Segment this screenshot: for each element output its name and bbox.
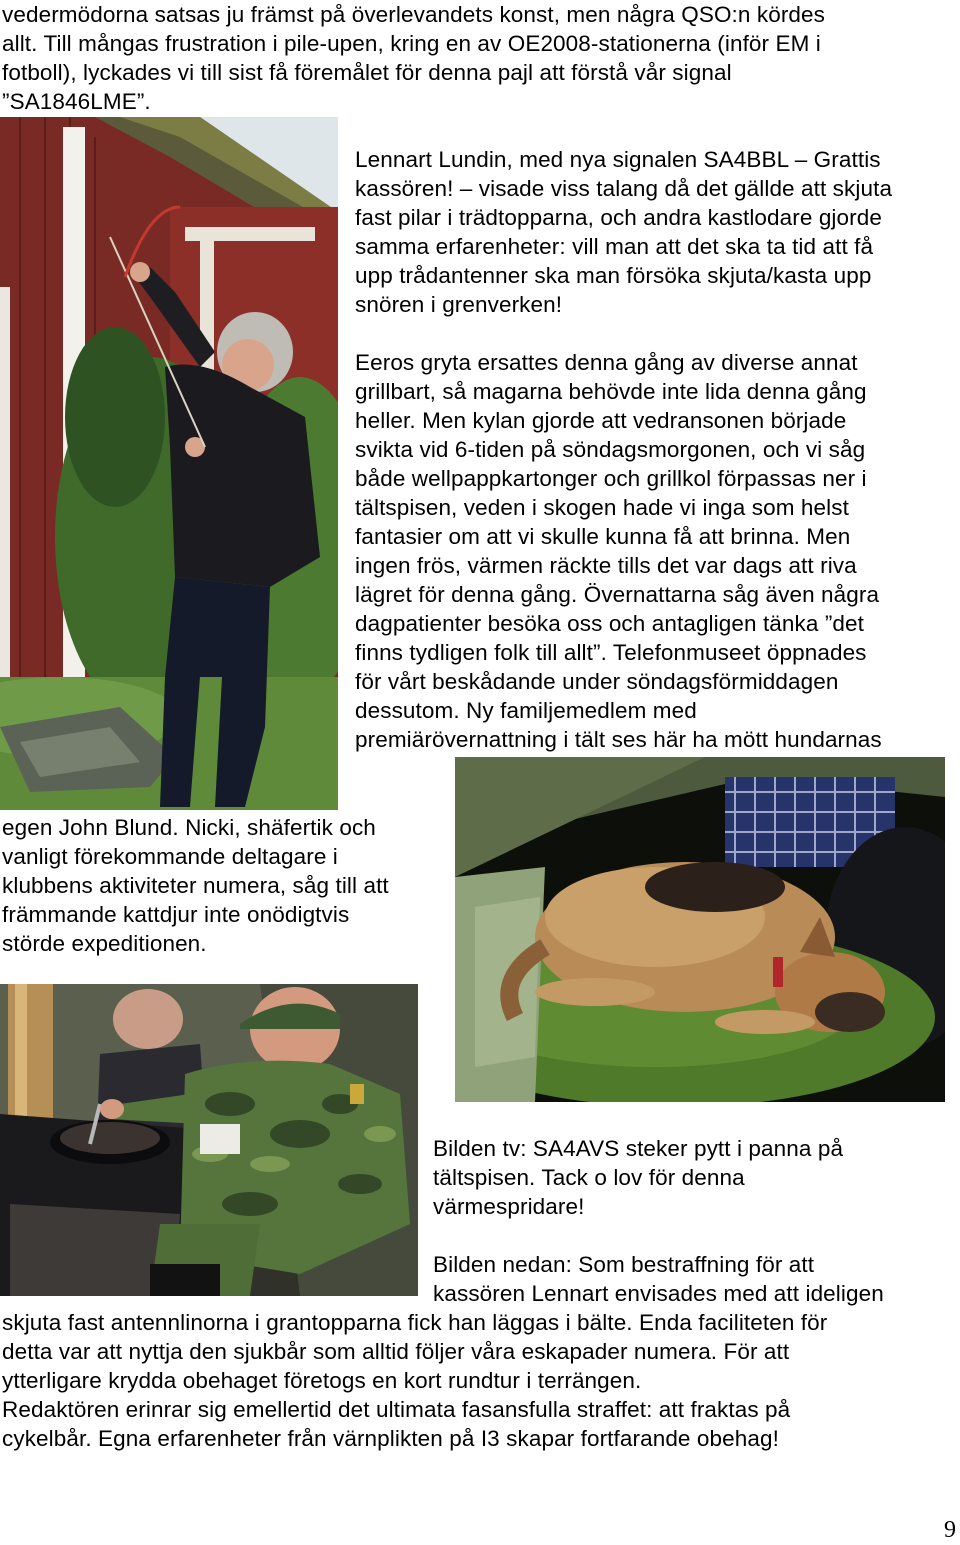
caption-bottom-line: detta var att nyttja den sjukbår som alltid följer våra eskapader numera. För att	[2, 1339, 790, 1364]
caption-bottom-line: Bilden nedan: Som bestraffning för att	[433, 1252, 815, 1277]
caption-sa4avs-line: Bilden tv: SA4AVS steker pytt i panna på	[433, 1136, 844, 1161]
caption-lennart-line: samma erfarenheter: vill man att det ska ta tid att få	[355, 234, 874, 259]
paragraph-eero-line: heller. Men kylan gjorde att vedransonen började	[355, 408, 847, 433]
antenna-throw-image	[0, 117, 338, 810]
caption-sa4avs-line: tältspisen. Tack o lov för denna	[433, 1165, 745, 1190]
caption-lennart-line: snören i grenverken!	[355, 292, 563, 317]
caption-lennart-line: Lennart Lundin, med nya signalen SA4BBL – Grattis	[355, 147, 881, 172]
paragraph-nicki-line: klubbens aktiviteter numera, såg till att	[2, 873, 389, 898]
intro-line: fotboll), lyckades vi till sist få föremålet för denna pajl att förstå vår signal	[2, 60, 732, 85]
caption-lennart-line: fast pilar i trädtopparna, och andra kastlodare gjorde	[355, 205, 882, 230]
caption-bottom-line: Redaktören erinrar sig emellertid det ultimata fasansfulla straffet: att fraktas på	[2, 1397, 791, 1422]
caption-lennart-line: upp trådantenner ska man försöka skjuta/kasta upp	[355, 263, 872, 288]
caption-lennart-line: kassören! – visade viss talang då det gällde att skjuta	[355, 176, 893, 201]
paragraph-eero-line: tältspisen, veden i skogen hade vi inga som helst	[355, 495, 849, 520]
paragraph-eero-line: ingen frös, värmen räckte tills det var dags att riva	[355, 553, 857, 578]
photo-antenna-throw	[0, 117, 338, 810]
sleeping-dog-image	[455, 757, 945, 1102]
caption-bottom-line: cykelbår. Egna erfarenheter från värnplikten på I3 skapar fortfarande obehag!	[2, 1426, 779, 1451]
paragraph-eero-line: både wellpappkartonger och grillkol förpassas ner i	[355, 466, 867, 491]
paragraph-eero-line: grillbart, så magarna behövde inte lida denna gång	[355, 379, 867, 404]
paragraph-nicki-line: vanligt förekommande deltagare i	[2, 844, 338, 869]
tent-stove-image	[0, 984, 418, 1296]
caption-bottom-line: kassören Lennart envisades med att ideligen	[433, 1281, 884, 1306]
intro-line: allt. Till mångas frustration i pile-upen, kring en av OE2008-stationerna (inför EM i	[2, 31, 821, 56]
caption-sa4avs-line: värmespridare!	[433, 1194, 585, 1219]
paragraph-eero-line: dagpatienter besöka oss och antagligen tänka ”det	[355, 611, 865, 636]
paragraph-eero-line: lägret för denna gång. Övernattarna såg även några	[355, 582, 880, 607]
photo-sleeping-dog	[455, 757, 945, 1102]
paragraph-nicki-line: främmande kattdjur inte onödigtvis	[2, 902, 350, 927]
paragraph-eero-line: Eeros gryta ersattes denna gång av diverse annat	[355, 350, 858, 375]
intro-line: ”SA1846LME”.	[2, 89, 151, 114]
paragraph-nicki-line: egen John Blund. Nicki, shäfertik och	[2, 815, 376, 840]
page-number: 9	[944, 1517, 956, 1543]
paragraph-eero-line: finns tydligen folk till allt”. Telefonmuseet öppnades	[355, 640, 867, 665]
photo-tent-stove	[0, 984, 418, 1296]
caption-bottom-line: skjuta fast antennlinorna i grantopparna fick han läggas i bälte. Enda faciliteten för	[2, 1310, 828, 1335]
paragraph-eero-line: premiärövernattning i tält ses här ha mött hundarnas	[355, 727, 882, 752]
paragraph-nicki-line: störde expeditionen.	[2, 931, 207, 956]
intro-line: vedermödorna satsas ju främst på överlevandets konst, men några QSO:n kördes	[2, 2, 826, 27]
paragraph-eero-line: svikta vid 6-tiden på söndagsmorgonen, och vi såg	[355, 437, 866, 462]
paragraph-eero-line: fantasier om att vi skulle kunna få att brinna. Men	[355, 524, 851, 549]
caption-bottom-line: ytterligare krydda obehaget företogs en kort rundtur i terrängen.	[2, 1368, 642, 1393]
paragraph-eero-line: för vårt beskådande under söndagsförmiddagen	[355, 669, 839, 694]
paragraph-eero-line: dessutom. Ny familjemedlem med	[355, 698, 697, 723]
